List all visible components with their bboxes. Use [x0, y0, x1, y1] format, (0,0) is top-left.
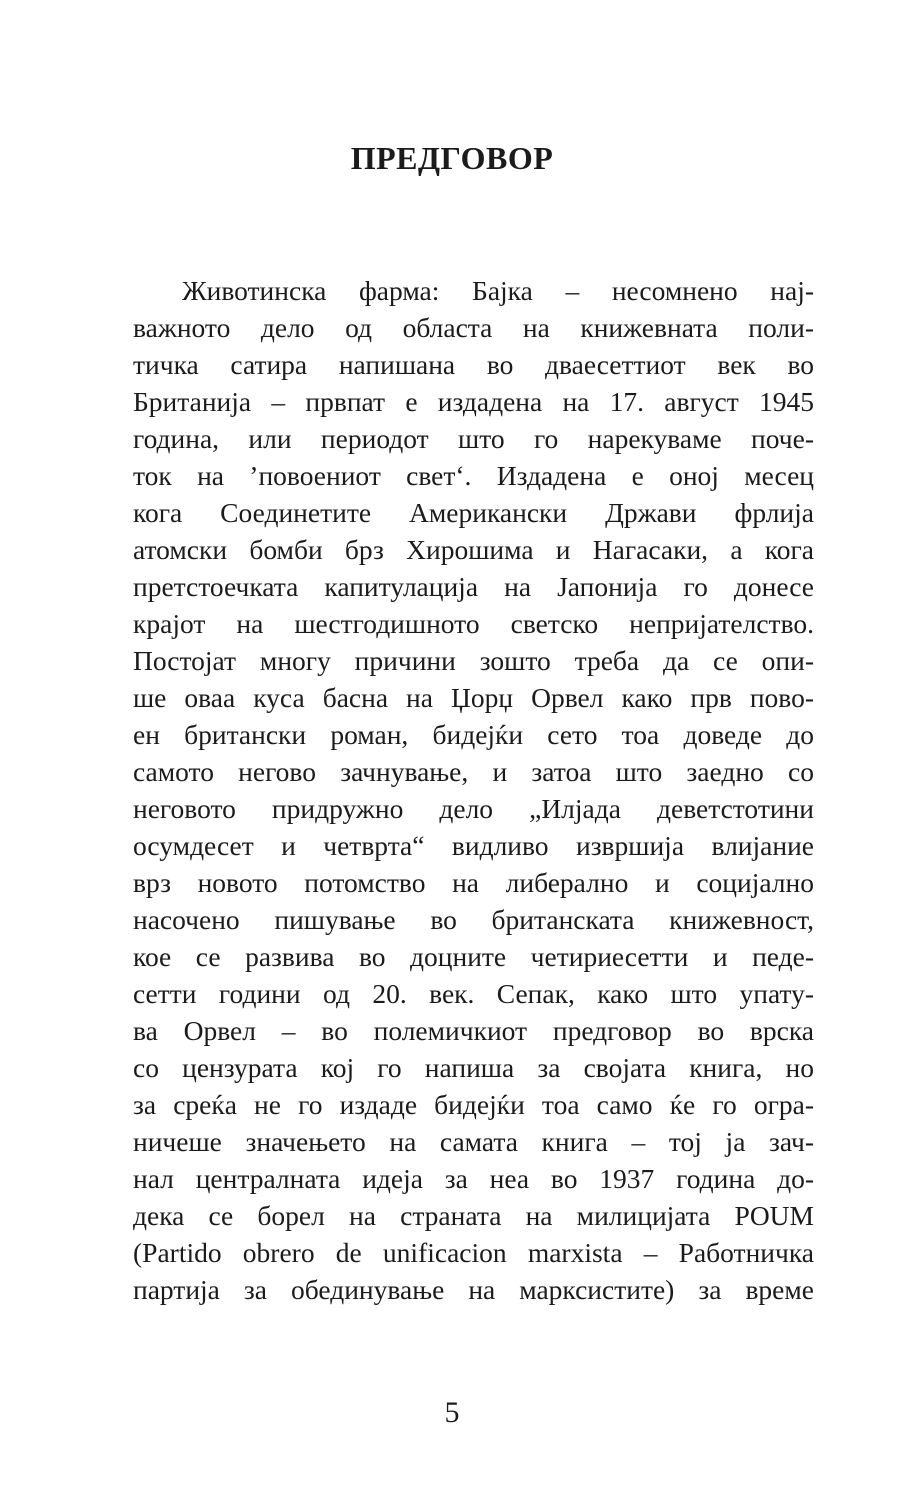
text-line: крајот на шестгодишното светско непријателство.: [133, 608, 814, 639]
text-line: година, или периодот што го нарекуваме поче-: [133, 423, 814, 454]
text-line: осумдесет и четврта“ видливо извршија влијание: [133, 830, 814, 861]
text-line: насочено пишување во британската книжевност,: [133, 904, 814, 935]
text-line: атомски бомби брз Хирошима и Нагасаки, а кога: [133, 534, 814, 565]
text-line: самото негово зачнување, и затоа што заедно со: [133, 756, 814, 787]
text-line: дека се борел на страната на милицијата POUM: [133, 1200, 814, 1231]
text-line: за среќа не го издаде бидејќи тоа само ќе го огра-: [133, 1089, 814, 1120]
text-line: партија за обединување на марксистите) за време: [133, 1274, 814, 1305]
preface-paragraph: [133, 272, 814, 1308]
text-line: ва Орвел – во полемичкиот предговор во врска: [133, 1015, 814, 1046]
page-title: ПРЕДГОВОР: [350, 140, 554, 176]
text-line: кога Соединетите Американски Држави фрлија: [133, 497, 814, 528]
text-line: со цензурата кој го напиша за својата книга, но: [133, 1052, 814, 1083]
text-line: врз новото потомство на либерално и социјално: [133, 867, 814, 898]
text-line: сетти години од 20. век. Сепак, како што упату-: [133, 978, 814, 1009]
text-line: ничеше значењето на самата книга – тој ја зач-: [133, 1126, 814, 1157]
text-line: Британија – првпат е издадена на 17. август 1945: [133, 386, 814, 417]
text-line: ток на ’повоениот свет‘. Издадена е оној месец: [133, 460, 814, 491]
text-line: нал централната идеја за неа во 1937 година до-: [133, 1163, 814, 1194]
text-line: Животинска фарма: Бајка – несомнено нај-: [182, 275, 814, 306]
text-line: претстоечката капитулација на Јапонија го донесе: [133, 571, 814, 602]
text-line: Постојат многу причини зошто треба да се опи-: [133, 645, 814, 676]
text-line: тичка сатира напишана во дваесеттиот век во: [133, 349, 814, 380]
text-line: ен британски роман, бидејќи сето тоа доведе до: [133, 719, 814, 750]
text-line: ше оваа куса басна на Џорџ Орвел како прв пово-: [133, 682, 814, 713]
text-line: важното дело од областа на книжевната поли-: [133, 312, 814, 343]
text-line: (Partido obrero de unificacion marxista – Работничка: [133, 1237, 814, 1268]
page-number: 5: [444, 1396, 460, 1429]
text-line: кое се развива во доцните четириесетти и педе-: [133, 941, 814, 972]
text-line: неговото придружно дело „Илјада деветстотини: [133, 793, 814, 824]
